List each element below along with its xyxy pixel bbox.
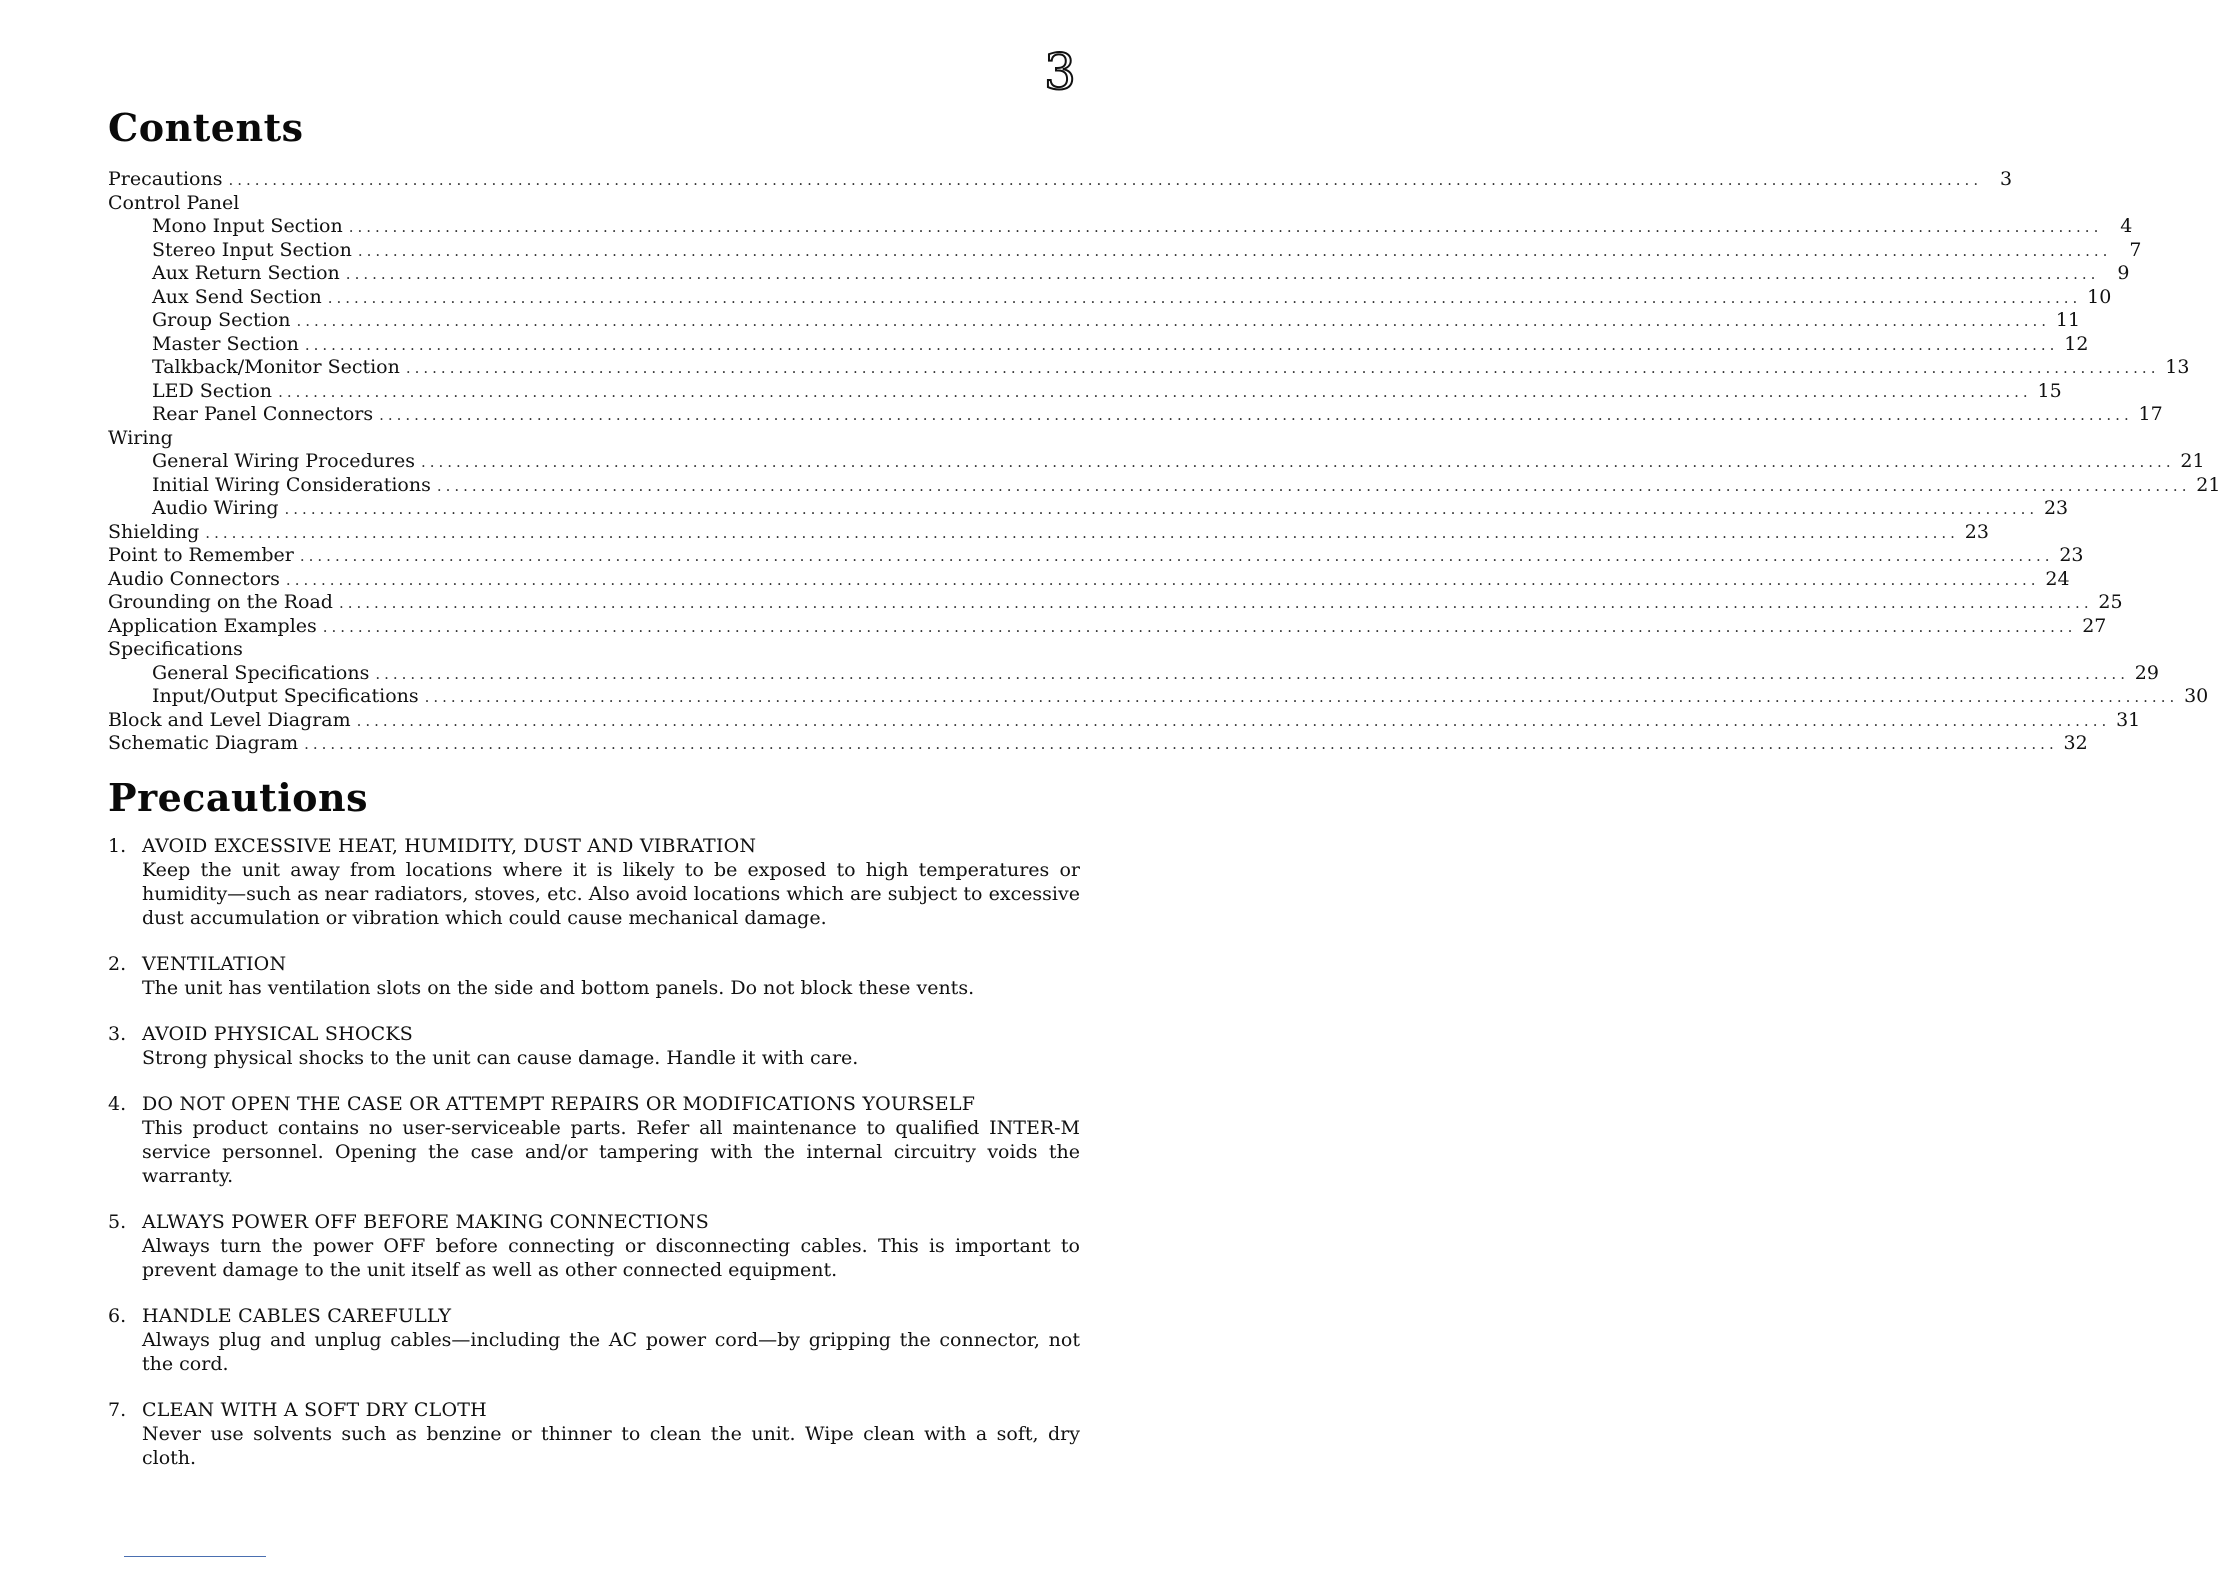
toc-entry-label: Input/Output Specifications <box>152 685 419 707</box>
toc-entry <box>108 661 2159 686</box>
toc-dot-leader: ........................................................................................................................................................................................................ <box>338 594 2093 612</box>
toc-entry <box>108 332 2089 357</box>
toc-dot-leader: ........................................................................................................................................................................................................ <box>304 735 2058 753</box>
toc-entry-label: General Wiring Procedures <box>152 450 415 472</box>
toc-entry <box>108 427 1080 451</box>
toc-entry-label: Master Section <box>152 332 299 355</box>
toc-entry-label: Audio Connectors <box>108 567 280 590</box>
toc-dot-leader: ........................................................................................................................................................................................................ <box>205 523 1959 542</box>
toc-entry <box>108 309 2081 333</box>
toc-entry-label: Stereo Input Section <box>152 238 352 261</box>
toc-entry-label: Initial Wiring Considerations <box>152 473 431 496</box>
toc-entry <box>108 497 2069 521</box>
toc-entry <box>108 614 2107 639</box>
precaution-body: Always turn the power OFF before connecting or disconnecting cables. This is important to prevent damage to the unit itself as well as other connected equipment. <box>142 1235 1080 1281</box>
toc-entry <box>108 168 2013 192</box>
toc-dot-leader: ........................................................................................................................................................................................................ <box>327 288 2082 307</box>
toc-entry <box>108 262 2130 286</box>
table-of-contents <box>108 168 2220 756</box>
precaution-title: DO NOT OPEN THE CASE OR ATTEMPT REPAIRS OR MODIFICATIONS YOURSELF <box>142 1093 976 1115</box>
toc-entry-label: General Specifications <box>152 661 370 684</box>
toc-dot-leader: ........................................................................................................................................................................................................ <box>304 335 2059 354</box>
toc-entry-label: Grounding on the Road <box>108 591 333 613</box>
precaution-number: 3. <box>108 1023 127 1045</box>
toc-entry-label: Wiring <box>108 426 173 449</box>
toc-entry-page: 23 <box>2059 544 2084 566</box>
toc-entry-page: 4 <box>2120 215 2133 237</box>
toc-dot-leader: ........................................................................................................................................................................................................ <box>285 570 2040 589</box>
precaution-title: HANDLE CABLES CAREFULLY <box>142 1305 452 1327</box>
toc-dot-leader: ........................................................................................................................................................................................................ <box>278 382 2032 401</box>
toc-entry-page: 21 <box>2196 473 2220 496</box>
toc-entry <box>108 544 2084 568</box>
precaution-body: The unit has ventilation slots on the side and bottom panels. Do not block these vents. <box>142 977 975 999</box>
toc-entry <box>108 708 2141 733</box>
precaution-number: 7. <box>108 1399 127 1421</box>
toc-dot-leader: ........................................................................................................................................................................................................ <box>357 241 2112 260</box>
toc-entry-label: Block and Level Diagram <box>108 708 351 731</box>
precaution-title: AVOID PHYSICAL SHOCKS <box>142 1023 413 1045</box>
toc-entry-page: 15 <box>2037 379 2062 402</box>
toc-entry-page: 23 <box>1964 520 1989 543</box>
toc-entry-label: Schematic Diagram <box>108 732 299 754</box>
precaution-title: VENTILATION <box>142 953 287 975</box>
toc-entry-page: 11 <box>2055 309 2081 331</box>
precaution-number: 1. <box>108 835 127 857</box>
precaution-body: Strong physical shocks to the unit can cause damage. Handle it with care. <box>142 1047 859 1069</box>
toc-entry-page: 12 <box>2064 332 2089 355</box>
precaution-item <box>108 952 1080 1000</box>
toc-dot-leader: ........................................................................................................................................................................................................ <box>356 711 2111 730</box>
toc-entry-page: 31 <box>2116 708 2141 731</box>
toc-entry-label: Application Examples <box>108 614 317 637</box>
precaution-body: Always plug and unplug cables—including the AC power cord—by gripping the connector, not the cord. <box>142 1329 1080 1375</box>
toc-entry-label: Specifications <box>108 638 243 660</box>
precaution-body: This product contains no user-serviceable parts. Refer all maintenance to qualified INTER-M service personnel. Opening the case and/or tampering with the internal circuitry voids the warranty. <box>142 1117 1080 1187</box>
toc-entry-label: Talkback/Monitor Section <box>152 356 400 378</box>
toc-dot-leader: ........................................................................................................................................................................................................ <box>345 265 2100 283</box>
toc-entry-page: 30 <box>2184 685 2209 707</box>
page-number: 3 <box>1044 43 1076 101</box>
toc-dot-leader: ........................................................................................................................................................................................................ <box>299 547 2054 565</box>
precaution-title: AVOID EXCESSIVE HEAT, HUMIDITY, DUST AND VIBRATION <box>142 835 757 857</box>
toc-entry <box>108 379 2062 404</box>
toc-dot-leader: ........................................................................................................................................................................................................ <box>296 312 2051 330</box>
toc-entry <box>108 215 2133 239</box>
contents-heading: Contents <box>108 105 304 150</box>
precaution-item <box>108 1304 1080 1376</box>
toc-dot-leader: ........................................................................................................................................................................................................ <box>284 500 2039 518</box>
precaution-item <box>108 834 1080 930</box>
toc-dot-leader: ........................................................................................................................................................................................................ <box>379 406 2133 424</box>
toc-dot-leader: ........................................................................................................................................................................................................ <box>375 664 2129 683</box>
toc-entry-label: Precautions <box>108 168 223 190</box>
toc-entry <box>108 356 2190 380</box>
toc-entry-page: 17 <box>2138 403 2163 425</box>
footnote-divider <box>124 1556 266 1557</box>
toc-entry-label: Group Section <box>152 309 291 331</box>
toc-entry <box>108 591 2123 615</box>
toc-entry <box>108 473 2220 498</box>
precautions-heading: Precautions <box>108 775 369 820</box>
toc-entry-label: Mono Input Section <box>152 215 343 237</box>
toc-entry-label: LED Section <box>152 379 273 402</box>
precaution-body: Never use solvents such as benzine or thinner to clean the unit. Wipe clean with a soft, dry cloth. <box>142 1423 1080 1469</box>
toc-entry-page: 21 <box>2180 450 2205 472</box>
toc-entry <box>108 403 2163 427</box>
toc-entry <box>108 638 1080 662</box>
precaution-item <box>108 1398 1080 1470</box>
toc-entry-page: 3 <box>2000 168 2013 190</box>
precaution-item <box>108 1092 1080 1188</box>
toc-entry <box>108 238 2142 263</box>
toc-entry-page: 24 <box>2045 567 2070 590</box>
toc-entry <box>108 285 2112 310</box>
toc-entry <box>108 192 1080 216</box>
toc-entry-page: 29 <box>2134 661 2159 684</box>
toc-entry-page: 27 <box>2082 614 2107 637</box>
toc-entry <box>108 567 2070 592</box>
toc-entry <box>108 520 1989 545</box>
precaution-item <box>108 1022 1080 1070</box>
toc-entry-label: Audio Wiring <box>152 497 279 519</box>
precaution-number: 4. <box>108 1093 127 1115</box>
toc-entry <box>108 685 2209 709</box>
precaution-title: CLEAN WITH A SOFT DRY CLOTH <box>142 1399 487 1421</box>
toc-entry-label: Shielding <box>108 520 200 543</box>
toc-entry-page: 10 <box>2087 285 2112 308</box>
toc-dot-leader: ........................................................................................................................................................................................................ <box>348 218 2103 236</box>
toc-entry-page: 9 <box>2117 262 2130 284</box>
toc-entry-page: 23 <box>2043 497 2069 519</box>
precaution-number: 6. <box>108 1305 127 1327</box>
toc-entry <box>108 450 2205 474</box>
toc-dot-leader: ........................................................................................................................................................................................................ <box>436 476 2191 495</box>
toc-entry-page: 13 <box>2165 356 2190 378</box>
toc-dot-leader: ........................................................................................................................................................................................................ <box>322 617 2077 636</box>
toc-dot-leader: ........................................................................................................................................................................................................ <box>424 688 2179 706</box>
toc-entry-label: Point to Remember <box>108 544 294 566</box>
toc-dot-leader: ........................................................................................................................................................................................................ <box>228 171 1983 189</box>
toc-entry <box>108 732 2088 756</box>
toc-entry-label: Rear Panel Connectors <box>152 403 374 425</box>
precaution-body: Keep the unit away from locations where it is likely to be exposed to high temperatures or humidity—such as near radiators, stoves, etc. Also avoid locations which are subject to excessive dust accumulation or vibration which could cause mechanical damage. <box>142 859 1080 929</box>
precaution-number: 5. <box>108 1211 127 1233</box>
precaution-item <box>108 1210 1080 1282</box>
toc-entry-label: Aux Send Section <box>152 285 322 308</box>
toc-entry-label: Control Panel <box>108 191 240 214</box>
precautions-list <box>108 834 1080 1470</box>
toc-dot-leader: ........................................................................................................................................................................................................ <box>405 359 2160 377</box>
toc-entry-page: 25 <box>2098 591 2123 613</box>
toc-entry-page: 32 <box>2063 732 2088 754</box>
precaution-title: ALWAYS POWER OFF BEFORE MAKING CONNECTIONS <box>142 1211 709 1233</box>
precaution-number: 2. <box>108 953 127 975</box>
toc-dot-leader: ........................................................................................................................................................................................................ <box>420 453 2175 471</box>
toc-entry-label: Aux Return Section <box>152 262 340 284</box>
toc-entry-page: 7 <box>2129 238 2142 261</box>
